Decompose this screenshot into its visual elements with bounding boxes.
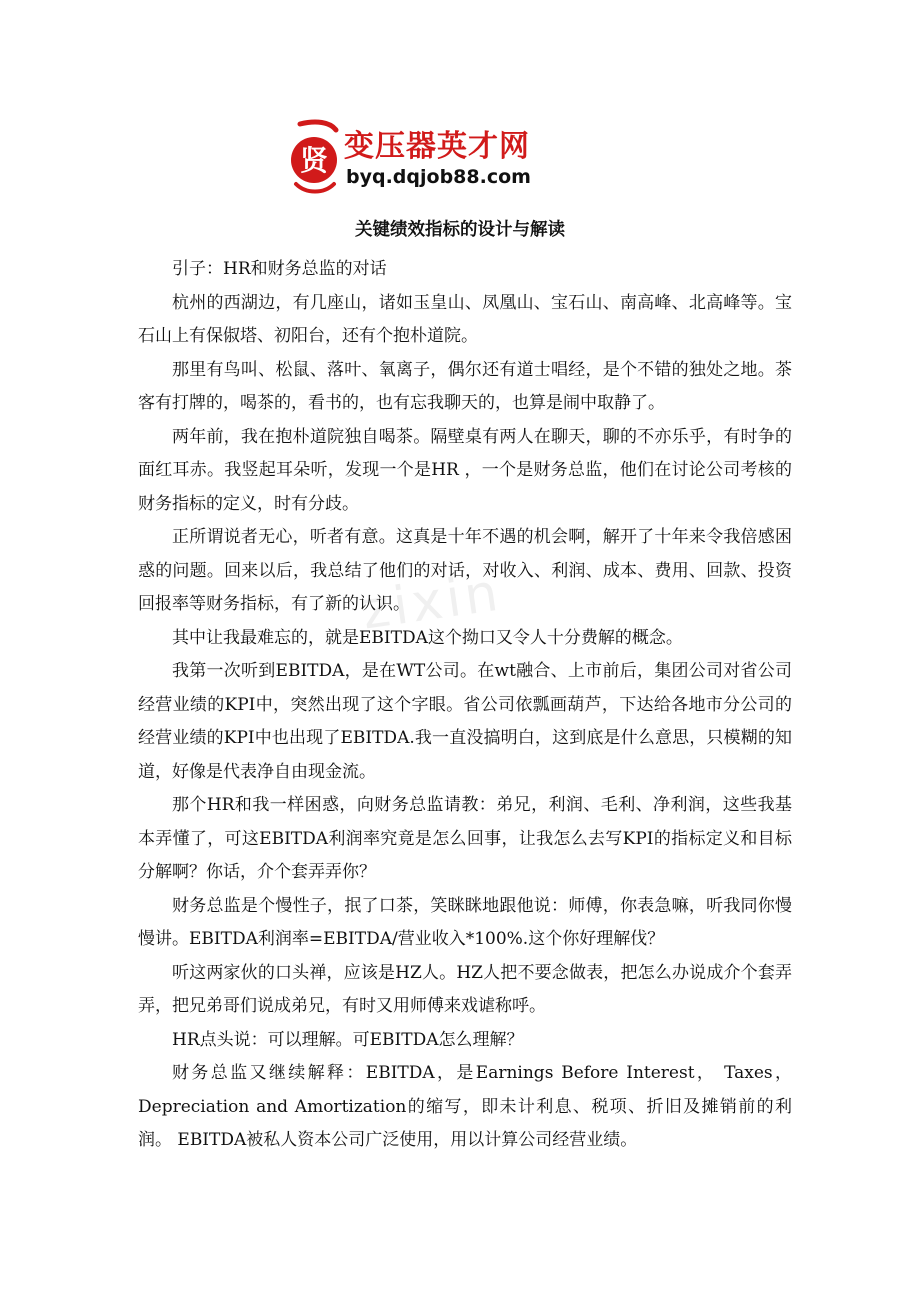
site-logo[interactable] (286, 118, 536, 198)
watermark: zixin (358, 562, 506, 642)
paragraph: 两年前，我在抱朴道院独自喝茶。隔壁桌有两人在聊天，聊的不亦乐乎，有时争的面红耳赤。我竖起耳朵听，发现一个是HR ，一个是财务总监，他们在讨论公司考核的财务指标的定义，时有分歧。 (138, 426, 792, 514)
paragraph: 那个HR和我一样困惑，向财务总监请教：弟兄，利润、毛利、净利润，这些我基本弄懂了，可这EBITDA利润率究竟是怎么回事，让我怎么去写KPI的指标定义和目标分解啊？你话，介个套弄弄你？ (138, 795, 792, 882)
document-title: 关键绩效指标的设计与解读 (355, 220, 565, 240)
logo-emblem-icon (286, 118, 342, 198)
paragraph: 其中让我最难忘的，就是EBITDA这个拗口又令人十分费解的概念。 (172, 627, 683, 648)
article-body (138, 253, 792, 1158)
paragraph: 我第一次听到EBITDA，是在WT公司。在wt融合、上市前后，集团公司对省公司经营业绩的KPI中，突然出现了这个字眼。省公司依瓢画葫芦，下达给各地市分公司的经营业绩的KPI中也出现了EBITDA.我一直没搞明白，这到底是什么意思，只模糊的知道，好像是代表净自由现金流。 (138, 661, 792, 782)
logo-site-url[interactable]: byq.dqjob88.com (346, 166, 531, 188)
paragraph: 财务总监是个慢性子，抿了口茶，笑眯眯地跟他说：师傅，你表急嘛，听我同你慢慢讲。EBITDA利润率=EBITDA/营业收入*100%.这个你好理解伐？ (138, 895, 792, 949)
paragraph: 那里有鸟叫、松鼠、落叶、氧离子，偶尔还有道士唱经，是个不错的独处之地。茶客有打牌的，喝茶的，看书的，也有忘我聊天的，也算是闹中取静了。 (138, 359, 792, 413)
paragraph: 杭州的西湖边，有几座山，诸如玉皇山、凤凰山、宝石山、南高峰、北高峰等。宝石山上有保俶塔、初阳台，还有个抱朴道院。 (138, 292, 792, 346)
logo-emblem-char: 贤 (299, 144, 329, 177)
logo-site-name: 变压器英才网 (344, 129, 530, 164)
paragraph: HR点头说：可以理解。可EBITDA怎么理解？ (172, 1029, 524, 1050)
paragraph: 正所谓说者无心，听者有意。这真是十年不遇的机会啊，解开了十年来令我倍感困惑的问题。回来以后，我总结了他们的对话，对收入、利润、成本、费用、回款、投资回报率等财务指标，有了新的认识。 (138, 527, 792, 614)
paragraph-intro: 引子：HR和财务总监的对话 (172, 259, 387, 279)
paragraph: 听这两家伙的口头禅，应该是HZ人。HZ人把不要念做表，把怎么办说成介个套弄弄，把兄弟哥们说成弟兄，有时又用师傅来戏谑称呼。 (138, 962, 792, 1016)
paragraph: 财务总监又继续解释：EBITDA，是Earnings Before Interest， Taxes，Depreciation and Amortization的缩写，即未计利息、税项、折旧及摊销前的利润。 EBITDA被私人资本公司广泛使用，用以计算公司经营业绩。 (138, 1063, 792, 1150)
